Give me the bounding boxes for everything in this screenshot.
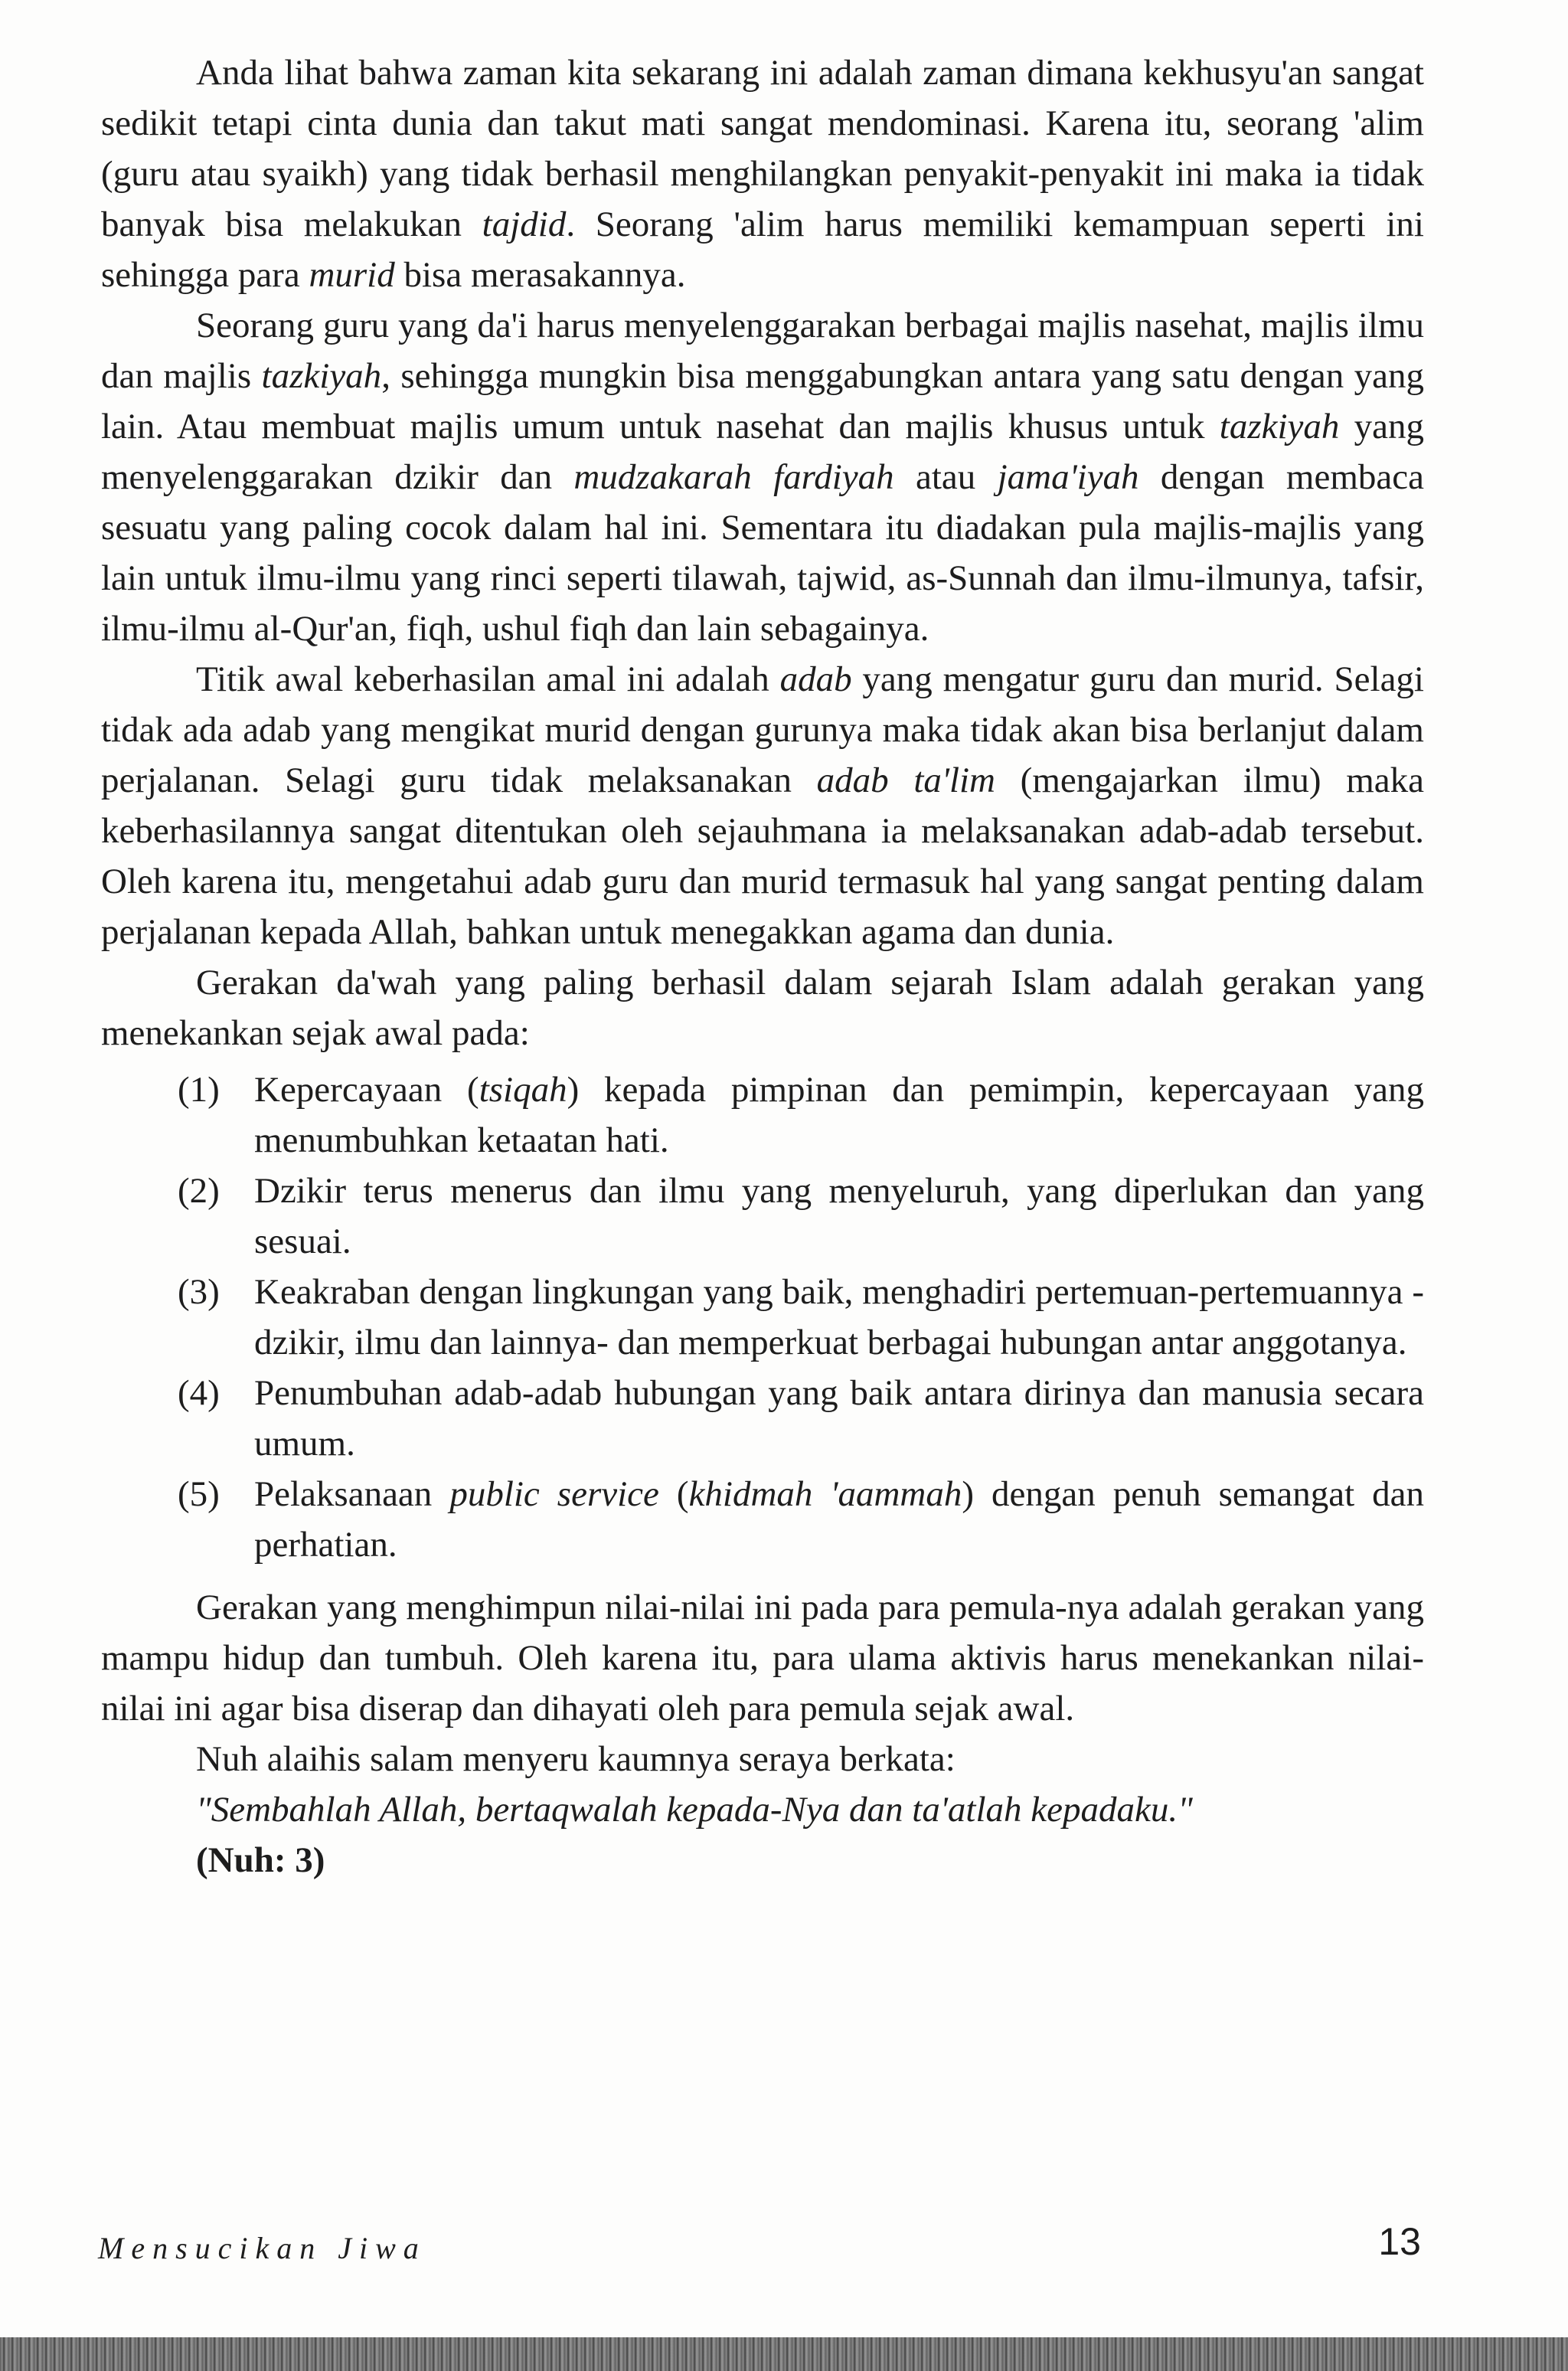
page-number: 13 [1378,2220,1421,2263]
italic-term: public service [449,1474,659,1514]
list-item [101,1469,1424,1570]
italic-term: murid [309,255,395,295]
list-item [101,1267,1424,1368]
text-run: ) dengan penuh semangat dan perhatian. [254,1474,1425,1565]
text-run: ( [658,1474,689,1514]
text-run: Nuh alaihis salam menyeru kaumnya seraya berkata: [196,1739,956,1779]
paragraph [101,957,1424,1058]
text-run: Anda lihat bahwa zaman kita sekarang ini adalah zaman dimana kekhusyu'an sangat sedikit tetapi cinta dunia dan takut mati sangat mendominasi. Karena itu, seorang 'alim (guru atau syaikh) yang tidak berhasil menghilangkan penyakit-penyakit ini maka ia tidak banyak bisa melakukan [101,53,1424,244]
italic-term: adab [779,659,852,699]
paragraph [101,300,1424,654]
quran-quote: "Sembahlah Allah, bertaqwalah kepada-Nya dan ta'atlah kepadaku." [196,1790,1193,1830]
body-text [101,47,1424,1885]
paragraph-group [101,47,1424,1058]
paragraph [101,1582,1424,1734]
text-run: Penumbuhan adab-adab hubungan yang baik antara dirinya dan manusia secara umum. [254,1373,1424,1463]
italic-term: khidmah 'aammah [688,1474,962,1514]
list-number: (2) [178,1171,220,1211]
footer-book-title: Mensucikan Jiwa [98,2231,426,2265]
text-run: yang mengatur guru dan murid. Selagi tidak ada adab yang mengikat murid dengan gurunya maka tidak akan bisa berlanjut dalam perjalanan. Selagi guru tidak melaksanakan [101,659,1424,800]
list-item [101,1064,1424,1166]
italic-term: tsiqah [479,1070,567,1110]
text-run: Titik awal keberhasilan amal ini adalah [196,659,780,699]
text-run: (mengajarkan ilmu) maka keberhasilannya sangat ditentukan oleh sejauhmana ia melaksanakan adab-adab tersebut. Oleh karena itu, mengetahui adab guru dan murid termasuk hal yang sangat penting dalam perjalanan kepada Allah, bahkan untuk menegakkan agama dan dunia. [101,760,1424,952]
text-run: Kepercayaan ( [254,1070,479,1110]
text-run: Gerakan yang menghimpun nilai-nilai ini pada para pemula-nya adalah gerakan yang mampu hidup dan tumbuh. Oleh karena itu, para ulama aktivis harus menekankan nilai-nilai ini agar bisa diserap dan dihayati oleh para pemula sejak awal. [101,1588,1424,1728]
italic-term: tajdid [482,204,567,244]
text-run: Seorang guru yang da'i harus menyelenggarakan berbagai majlis nasehat, majlis ilmu dan majlis [101,306,1424,396]
text-run: atau [893,457,998,497]
text-run: . Seorang 'alim harus memiliki kemampuan seperti ini sehingga para [101,204,1424,295]
paragraph [101,47,1424,300]
italic-term: jama'iyah [997,457,1139,497]
list-item [101,1166,1424,1267]
list-number: (4) [178,1373,220,1413]
text-run: Pelaksanaan [254,1474,450,1514]
list-number: (5) [178,1474,220,1514]
closing-paragraph-group [101,1582,1424,1784]
scan-edge-artifact [0,2337,1568,2371]
text-run: ) kepada pimpinan dan pemimpin, kepercayaan yang menumbuhkan ketaatan hati. [254,1070,1424,1160]
quote-reference: (Nuh: 3) [196,1840,325,1880]
text-run: Keakraban dengan lingkungan yang baik, menghadiri pertemuan-pertemuannya -dzikir, ilmu dan lainnya- dan memperkuat berbagai hubungan antar anggotanya. [254,1272,1424,1362]
paragraph [101,654,1424,957]
list-number: (3) [178,1272,220,1312]
text-run: Dzikir terus menerus dan ilmu yang menyeluruh, yang diperlukan dan yang sesuai. [254,1171,1424,1261]
text-run: bisa merasakannya. [394,255,686,295]
text-run: , sehingga mungkin bisa menggabungkan antara yang satu dengan yang lain. Atau membuat majlis umum untuk nasehat dan majlis khusus untuk [101,356,1424,446]
italic-term: adab ta'lim [816,760,995,800]
italic-term: tazkiyah [261,356,382,396]
italic-term: tazkiyah [1219,407,1340,446]
text-run: Gerakan da'wah yang paling berhasil dalam sejarah Islam adalah gerakan yang menekankan sejak awal pada: [101,963,1424,1053]
text-run: dengan membaca sesuatu yang paling cocok dalam hal ini. Sementara itu diadakan pula majlis-majlis yang lain untuk ilmu-ilmu yang rinci seperti tilawah, tajwid, as-Sunnah dan ilmu-ilmunya, tafsir, ilmu-ilmu al-Qur'an, fiqh, ushul fiqh dan lain sebagainya. [101,457,1424,649]
list-number: (1) [178,1070,220,1110]
list-item [101,1368,1424,1469]
numbered-list [101,1064,1424,1570]
italic-term: mudzakarah fardiyah [573,457,894,497]
paragraph [101,1734,1424,1784]
text-run: yang menyelenggarakan dzikir dan [101,407,1424,497]
